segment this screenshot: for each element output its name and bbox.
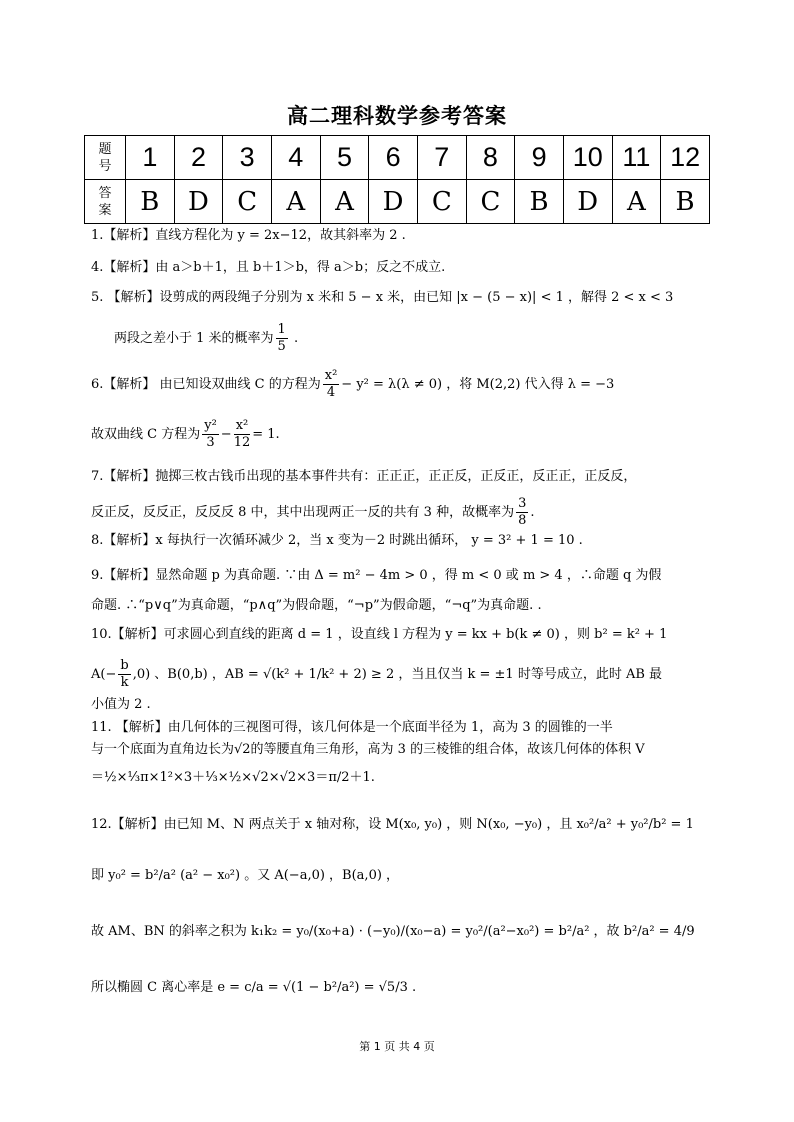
- answer-cell: C: [417, 180, 466, 224]
- fraction: [118, 658, 130, 691]
- question-number: 8: [466, 136, 515, 180]
- fraction: [202, 418, 219, 451]
- table-row-answers: [85, 180, 710, 224]
- answer-cell: A: [612, 180, 661, 224]
- solution-11-line3: ＝½×⅓π×1²×3＋⅓×½×√2×√2×3＝π/2＋1.: [91, 770, 375, 785]
- solution-10-text-post: ,0) 、B(0,b) ，AB = √(k² + 1/k² + 2) ≥ 2 ，当且仅当 k = ±1 时等号成立，此时 AB 最: [132, 667, 663, 682]
- solution-6-text-post: = 1.: [252, 427, 280, 442]
- fraction-numerator: x²: [324, 368, 338, 383]
- solution-11-line1: 11. 【解析】由几何体的三视图可得，该几何体是一个底面半径为 1，高为 3 的圆锥的一半: [91, 720, 613, 735]
- fraction-numerator: b: [120, 658, 129, 673]
- question-number: 12: [661, 136, 710, 180]
- question-number: 9: [515, 136, 564, 180]
- solution-5-end: .: [289, 331, 299, 346]
- solution-12-line3: 故 AM、BN 的斜率之积为 k₁k₂ = y₀/(x₀+a) · (−y₀)/(x₀−a) = y₀²/(a²−x₀²) = b²/a² ，故 b²/a² = 4/9: [91, 924, 695, 939]
- solution-6-text-post: − y² = λ(λ ≠ 0) ，将 M(2,2) 代入得 λ = −3: [341, 377, 615, 392]
- solution-9-line2: 命题. ∴“p∨q”为真命题，“p∧q”为假命题，“¬p”为假命题，“¬q”为真命题. .: [91, 598, 542, 613]
- fraction: [276, 322, 288, 355]
- question-number: 7: [417, 136, 466, 180]
- answer-cell: A: [320, 180, 369, 224]
- fraction: [323, 368, 340, 401]
- fraction: [516, 496, 528, 529]
- question-number: 3: [223, 136, 272, 180]
- answer-cell: C: [223, 180, 272, 224]
- fraction-numerator: x²: [235, 418, 249, 433]
- solution-7-end: .: [530, 505, 535, 520]
- solution-10-line1: 10.【解析】可求圆心到直线的距离 d = 1 ，设直线 l 方程为 y = kx + b(k ≠ 0) ，则 b² = k² + 1: [91, 627, 668, 642]
- solution-6-line1: [91, 368, 710, 401]
- question-number: 11: [612, 136, 661, 180]
- solution-12-line4: 所以椭圆 C 离心率是 e = c/a = √(1 − b²/a²) = √5/3 .: [91, 980, 417, 995]
- solution-1: 1.【解析】直线方程化为 y = 2x−12，故其斜率为 2 .: [91, 228, 406, 243]
- answer-cell: B: [126, 180, 175, 224]
- answer-cell: D: [174, 180, 223, 224]
- answer-cell: C: [466, 180, 515, 224]
- question-number: 10: [563, 136, 612, 180]
- answer-cell: D: [369, 180, 418, 224]
- solution-6-line2: 故双曲线 C 方程为 $\frac{\text{y²}}{3}$ − $\frac{\text{x²}}{12}$ = 1.: [91, 418, 280, 450]
- question-number: 1: [126, 136, 175, 180]
- solution-8: 8.【解析】x 每执行一次循环减少 2，当 x 变为－2 时跳出循环， y = 3² + 1 = 10 .: [91, 533, 583, 548]
- solution-5-line2: [114, 322, 710, 355]
- fraction-denominator: 4: [326, 385, 336, 400]
- page-title: 高二理科数学参考答案: [287, 104, 507, 128]
- answer-cell: D: [563, 180, 612, 224]
- question-number: 5: [320, 136, 369, 180]
- fraction-numerator: y²: [204, 418, 217, 433]
- answer-cell: A: [271, 180, 320, 224]
- answer-table: [84, 135, 710, 224]
- fraction-denominator: 3: [206, 435, 215, 450]
- solution-6-text: 6.【解析】 由已知设双曲线 C 的方程为: [91, 377, 321, 392]
- question-number: 2: [174, 136, 223, 180]
- solution-7-line2: [91, 496, 710, 529]
- fraction-numerator: 1: [277, 322, 286, 337]
- answer-cell: B: [515, 180, 564, 224]
- row-header-question-number: 题 号: [85, 136, 126, 180]
- solution-9-line1: 9.【解析】显然命题 p 为真命题. ∵由 Δ = m² − 4m > 0 ，得 m < 0 或 m > 4 ，∴命题 q 为假: [91, 568, 662, 583]
- solution-7-text: 反正反，反反正，反反反 8 中，其中出现两正一反的共有 3 种，故概率为: [91, 505, 515, 520]
- solution-7-line1: 7.【解析】抛掷三枚古钱币出现的基本事件共有：正正正，正正反，正反正，反正正，正反反，: [91, 469, 637, 484]
- fraction-denominator: 12: [233, 435, 251, 450]
- fraction-numerator: 3: [518, 496, 527, 511]
- solution-10-text: A(−: [91, 667, 117, 682]
- page-footer: 第 1 页 共 4 页: [359, 1040, 435, 1053]
- row-header-answer: 答 案: [85, 180, 126, 224]
- table-row-numbers: [85, 136, 710, 180]
- solution-10-line3: 小值为 2 .: [91, 697, 151, 712]
- fraction-denominator: 5: [277, 339, 286, 354]
- fraction-denominator: 8: [518, 513, 527, 528]
- question-number: 4: [271, 136, 320, 180]
- solution-5-line1: 5. 【解析】设剪成的两段绳子分别为 x 米和 5 − x 米，由已知 |x − (5 − x)| < 1 ，解得 2 < x < 3: [91, 290, 674, 305]
- fraction-denominator: k: [120, 675, 129, 690]
- solution-11-line2: 与一个底面为直角边长为√2的等腰直角三角形，高为 3 的三棱锥的组合体，故该几何体的体积 V: [91, 742, 645, 757]
- fraction: [234, 418, 251, 451]
- solution-10-line2: [91, 658, 710, 691]
- answer-cell: B: [661, 180, 710, 224]
- solution-6-text: 故双曲线 C 方程为: [91, 427, 201, 442]
- solution-12-line1: 12.【解析】由已知 M、N 两点关于 x 轴对称，设 M(x₀, y₀) ，则 N(x₀, −y₀) ，且 x₀²/a² + y₀²/b² = 1: [91, 817, 694, 832]
- solution-4: 4.【解析】由 a＞b＋1，且 b＋1＞b，得 a＞b；反之不成立.: [91, 260, 446, 275]
- solution-5-text: 两段之差小于 1 米的概率为: [114, 331, 274, 346]
- question-number: 6: [369, 136, 418, 180]
- solution-12-line2: 即 y₀² = b²/a² (a² − x₀²) 。又 A(−a,0) ，B(a,0) ，: [91, 868, 400, 883]
